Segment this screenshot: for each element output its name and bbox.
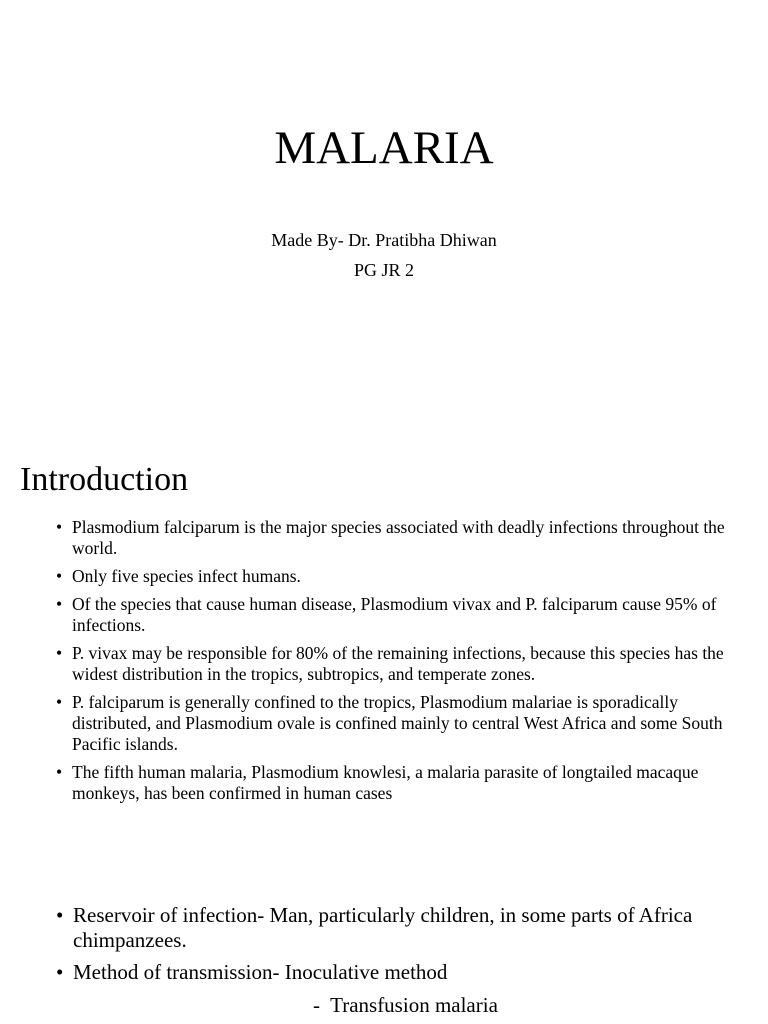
list-item-text: The fifth human malaria, Plasmodium knowlesi, a malaria parasite of longtailed macaque monkeys, has been confirmed in human cases [72, 762, 699, 803]
list-item [56, 594, 726, 636]
list-item-text: Only five species infect humans. [72, 566, 301, 586]
epidemiology-bullet-list [56, 903, 746, 992]
author-line: Made By- Dr. Pratibha Dhiwan [271, 230, 497, 250]
author-position: PG JR 2 [353, 260, 415, 280]
list-item-text: Method of transmission- Inoculative method [73, 960, 448, 984]
list-item [56, 517, 726, 559]
list-item [56, 762, 726, 804]
list-item [56, 643, 726, 685]
bullet-icon: • [56, 903, 64, 927]
slide-title: MALARIA [274, 122, 494, 174]
bullet-icon: • [56, 566, 63, 586]
section-heading-introduction: Introduction [20, 461, 189, 498]
introduction-bullet-list [56, 517, 726, 811]
bullet-icon: • [56, 692, 63, 712]
bullet-icon: • [56, 762, 63, 782]
list-item-text: P. vivax may be responsible for 80% of the remaining infections, because this species has the widest distribution in the tropics, subtropics, and temperate zones. [72, 643, 724, 684]
list-item [56, 566, 726, 587]
list-item [56, 692, 726, 755]
list-item-text: Plasmodium falciparum is the major species associated with deadly infections throughout the world. [72, 517, 725, 558]
sub-item-transfusion-malaria: - Transfusion malaria [313, 993, 498, 1017]
bullet-icon: • [56, 594, 63, 614]
list-item-text: Of the species that cause human disease, Plasmodium vivax and P. falciparum cause 95% of infections. [72, 594, 717, 635]
list-item-text: Reservoir of infection- Man, particularly children, in some parts of Africa chimpanzees. [73, 903, 693, 952]
list-item [56, 960, 746, 985]
bullet-icon: • [56, 960, 64, 984]
list-item [56, 903, 746, 953]
bullet-icon: • [56, 643, 63, 663]
list-item-text: P. falciparum is generally confined to the tropics, Plasmodium malariae is sporadically distributed, and Plasmodium ovale is confined mainly to central West Africa and some South Pacific islands. [72, 692, 723, 754]
bullet-icon: • [56, 517, 63, 537]
